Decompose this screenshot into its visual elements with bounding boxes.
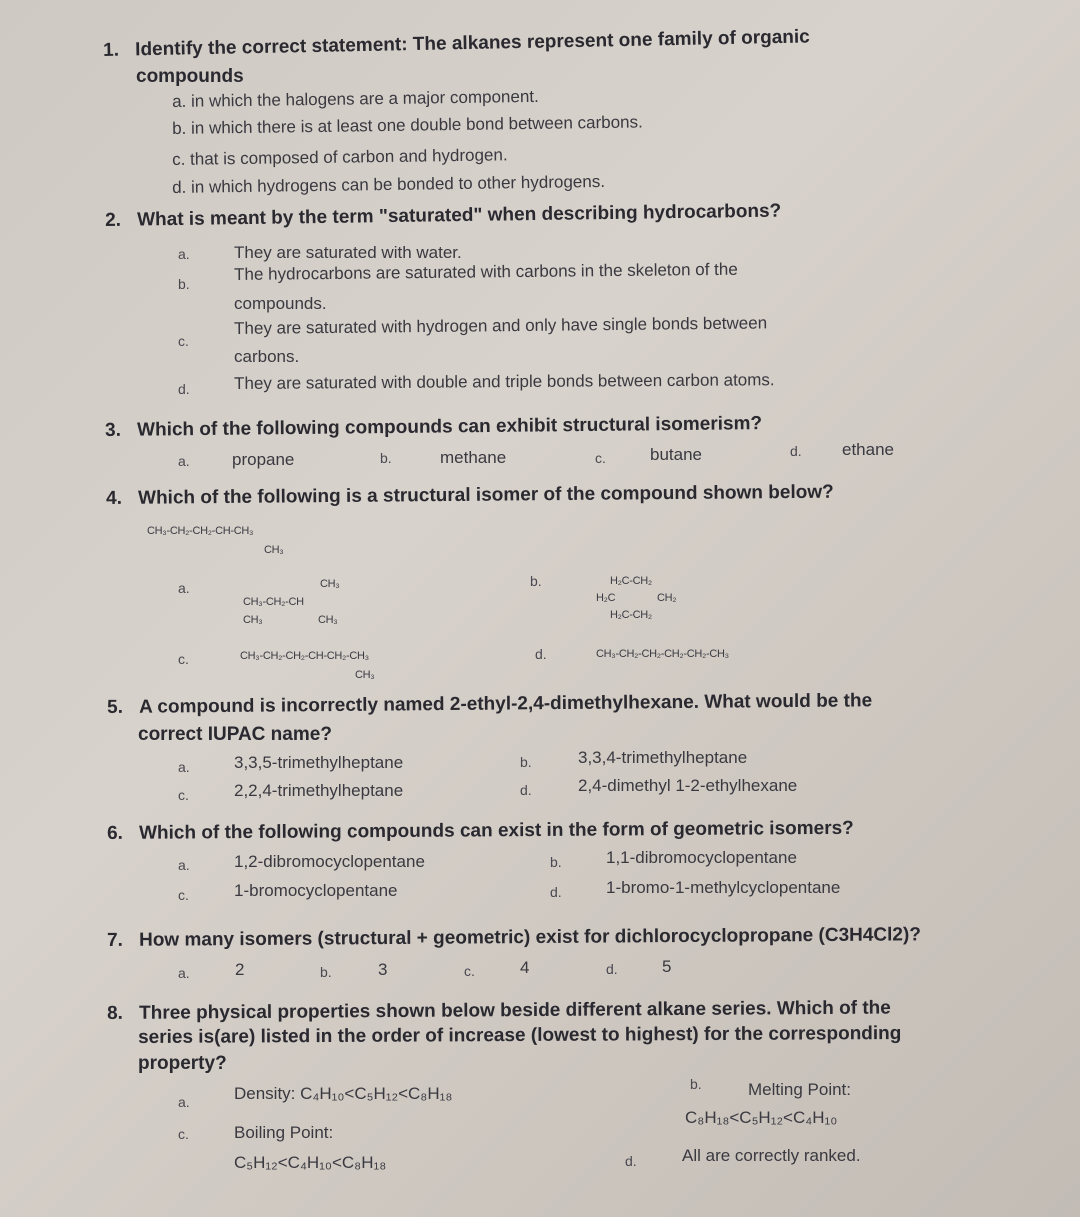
question-2	[105, 201, 781, 232]
question-text: Which of the following compounds can exhibit structural isomerism?	[136, 413, 763, 441]
q3-option-d[interactable]: ethane	[842, 440, 894, 459]
q6-option-c[interactable]: 1-bromocyclopentane	[234, 881, 398, 900]
q4-letter-a: a.	[178, 580, 190, 596]
q8-option-a[interactable]: Density: C₄H₁₀<C₅H₁₂<C₈H₁₈	[234, 1084, 453, 1103]
question-number: 3.	[105, 419, 122, 441]
q4-b-left: H₂C	[596, 592, 616, 604]
q2-option-d[interactable]: They are saturated with double and triple bonds between carbon atoms.	[234, 370, 775, 393]
question-7	[107, 924, 921, 952]
q2-option-a[interactable]: They are saturated with water.	[234, 243, 462, 262]
question-1-text-cont: compounds	[136, 66, 244, 87]
q4-option-d[interactable]: CH₃-CH₂-CH₂-CH₂-CH₂-CH₃	[596, 648, 729, 660]
q2-option-b-cont: compounds.	[234, 294, 327, 313]
question-5-text-cont: correct IUPAC name?	[138, 724, 332, 745]
q6-option-a[interactable]: 1,2-dibromocyclopentane	[234, 852, 425, 871]
question-number: 5.	[107, 696, 124, 718]
question-number: 1.	[103, 39, 120, 61]
question-5	[107, 690, 872, 719]
q4-letter-d: d.	[535, 646, 547, 662]
question-8-text-cont: series is(are) listed in the order of increase (lowest to highest) for the corresponding	[138, 1023, 902, 1048]
question-number: 2.	[105, 209, 122, 231]
q5-letter-d: d.	[520, 782, 532, 798]
q3-letter-c: c.	[595, 450, 606, 466]
q2-option-c[interactable]: They are saturated with hydrogen and only have single bonds between	[234, 313, 768, 338]
q4-b-right: CH₂	[657, 592, 677, 604]
question-number: 8.	[107, 1002, 124, 1024]
q5-option-c[interactable]: 2,2,4-trimethylheptane	[234, 781, 404, 800]
q2-letter-b: b.	[178, 276, 190, 292]
q5-letter-c: c.	[178, 787, 189, 803]
q7-letter-d: d.	[606, 961, 618, 977]
q7-option-a[interactable]: 2	[235, 960, 245, 979]
q2-letter-a: a.	[178, 246, 190, 262]
q4-b-top: H₂C-CH₂	[610, 575, 652, 587]
question-text: Three physical properties shown below beside different alkane series. Which of the	[138, 997, 891, 1024]
question-1	[103, 26, 810, 62]
question-3	[105, 413, 762, 442]
q7-option-c[interactable]: 4	[520, 958, 530, 977]
q4-c-main: CH₃-CH₂-CH₂-CH-CH₂-CH₃	[240, 650, 369, 662]
q1-option-b[interactable]: b. in which there is at least one double bond between carbons.	[172, 112, 643, 138]
q5-letter-b: b.	[520, 754, 532, 770]
q8-option-c-order: C₅H₁₂<C₄H₁₀<C₈H₁₈	[234, 1153, 387, 1172]
question-text: How many isomers (structural + geometric) exist for dichlorocyclopropane (C3H4Cl2)?	[138, 924, 921, 951]
q4-a-main: CH₃-CH₂-CH	[243, 596, 304, 608]
q1-option-d[interactable]: d. in which hydrogens can be bonded to other hydrogens.	[172, 171, 606, 197]
q8-letter-d: d.	[625, 1153, 637, 1169]
given-compound: CH₃-CH₂-CH₂-CH-CH₃	[147, 525, 254, 537]
q8-letter-c: c.	[178, 1126, 189, 1142]
question-text: Which of the following is a structural isomer of the compound shown below?	[137, 481, 834, 509]
q3-option-c[interactable]: butane	[650, 445, 702, 464]
q6-option-d[interactable]: 1-bromo-1-methylcyclopentane	[606, 878, 841, 897]
q8-option-d[interactable]: All are correctly ranked.	[682, 1146, 861, 1165]
q6-letter-c: c.	[178, 887, 189, 903]
question-number: 7.	[107, 929, 124, 951]
q6-letter-a: a.	[178, 857, 190, 873]
q7-letter-c: c.	[464, 963, 475, 979]
q3-letter-b: b.	[380, 450, 392, 466]
question-4	[106, 482, 834, 510]
q8-option-b-order: C₈H₁₈<C₅H₁₂<C₄H₁₀	[685, 1108, 838, 1127]
q6-letter-b: b.	[550, 854, 562, 870]
q8-option-c[interactable]: Boiling Point:	[234, 1123, 334, 1142]
q7-letter-b: b.	[320, 964, 332, 980]
q2-letter-d: d.	[178, 381, 190, 397]
question-6	[107, 818, 854, 845]
q7-option-d[interactable]: 5	[662, 957, 672, 976]
given-compound-branch: CH₃	[264, 544, 284, 556]
question-text: Identify the correct statement: The alkanes represent one family of organic	[134, 26, 810, 61]
q3-option-b[interactable]: methane	[440, 448, 507, 467]
q8-option-b[interactable]: Melting Point:	[748, 1080, 851, 1099]
q5-option-d[interactable]: 2,4-dimethyl 1-2-ethylhexane	[578, 776, 798, 795]
q7-letter-a: a.	[178, 965, 190, 981]
q7-option-b[interactable]: 3	[378, 960, 388, 979]
q1-option-c[interactable]: c. that is composed of carbon and hydrogen.	[172, 145, 508, 169]
question-text: Which of the following compounds can exist in the form of geometric isomers?	[138, 817, 854, 844]
q3-letter-d: d.	[790, 443, 802, 459]
q4-b-bottom: H₂C-CH₂	[610, 609, 652, 621]
q6-option-b[interactable]: 1,1-dibromocyclopentane	[606, 848, 797, 867]
q2-letter-c: c.	[178, 333, 189, 349]
q2-option-c-cont: carbons.	[234, 347, 300, 366]
question-number: 4.	[106, 487, 123, 509]
q5-option-a[interactable]: 3,3,5-trimethylheptane	[234, 753, 404, 772]
question-8	[107, 998, 891, 1025]
q1-option-a[interactable]: a. in which the halogens are a major component.	[172, 86, 539, 111]
q5-option-b[interactable]: 3,3,4-trimethylheptane	[578, 748, 748, 767]
question-8-text-cont-2: property?	[138, 1053, 227, 1074]
question-text: What is meant by the term "saturated" when describing hydrocarbons?	[136, 200, 782, 231]
question-number: 6.	[107, 822, 124, 844]
q4-a-bottom-left: CH₃	[243, 614, 263, 626]
q3-letter-a: a.	[178, 453, 190, 469]
q8-letter-a: a.	[178, 1094, 190, 1110]
q4-c-branch: CH₃	[355, 669, 375, 681]
q2-option-b[interactable]: The hydrocarbons are saturated with carbons in the skeleton of the	[234, 259, 738, 284]
q4-a-top: CH₃	[320, 578, 340, 590]
q3-option-a[interactable]: propane	[232, 450, 295, 469]
q5-letter-a: a.	[178, 759, 190, 775]
question-text: A compound is incorrectly named 2-ethyl-2,4-dimethylhexane. What would be the	[138, 690, 873, 718]
q4-a-bottom-right: CH₃	[318, 614, 338, 626]
q4-letter-b: b.	[530, 573, 542, 589]
q6-letter-d: d.	[550, 884, 562, 900]
q4-letter-c: c.	[178, 651, 189, 667]
q8-letter-b: b.	[690, 1076, 702, 1092]
